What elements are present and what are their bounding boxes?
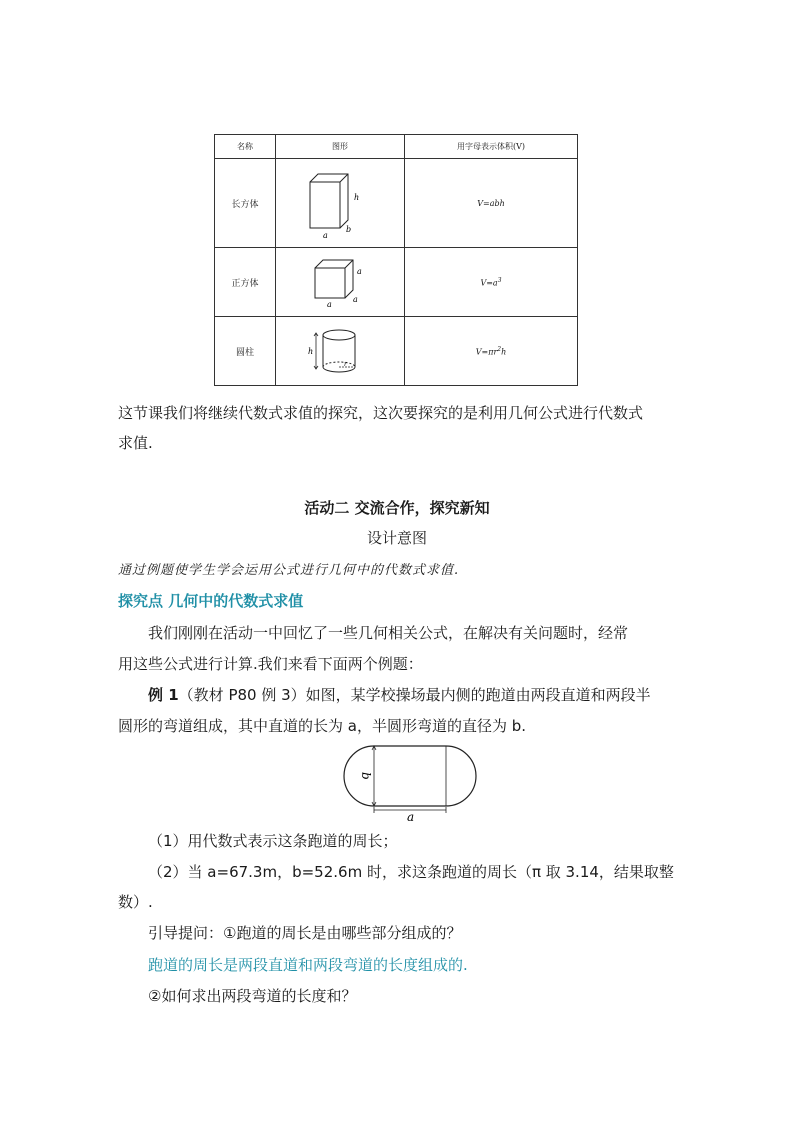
track-label-b: b — [359, 772, 373, 780]
cylinder-drawing — [305, 325, 375, 377]
question-2-line-2: 数）. — [118, 893, 153, 911]
para1-line-2: 用这些公式进行计算.我们来看下面两个例题： — [118, 655, 423, 673]
label-a-top: a — [357, 267, 362, 276]
intro-line-2: 求值. — [118, 434, 153, 452]
design-intent-heading: 设计意图 — [366, 529, 427, 547]
label-b: b — [346, 225, 352, 234]
row-name: 正方体 — [215, 248, 276, 317]
label-a: a — [323, 231, 328, 240]
formula-text: V=πr — [475, 347, 498, 357]
cube-figure — [276, 248, 405, 317]
example-line-2: 圆形的弯道组成，其中直道的长为 a，半圆形弯道的直径为 b. — [118, 717, 527, 735]
example-text: （教材 P80 例 3）如图，某学校操场最内侧的跑道由两段直道和两段半 — [178, 686, 651, 704]
row-name: 圆柱 — [215, 317, 276, 386]
explore-point-title: 探究点 几何中的代数式求值 — [118, 592, 304, 610]
activity-title: 活动二 交流合作，探究新知 — [304, 499, 490, 517]
table-row — [215, 159, 578, 248]
table-row — [215, 248, 578, 317]
question-1: （1）用代数式表示这条跑道的周长； — [148, 832, 398, 850]
label-a-side: a — [353, 295, 358, 304]
formula-text: V=a — [480, 278, 498, 288]
cylinder-formula — [405, 317, 578, 386]
cube-formula — [405, 248, 578, 317]
track-label-a: a — [407, 810, 415, 822]
formula-suffix: h — [501, 347, 507, 357]
question-2-line-1: （2）当 a=67.3m，b=52.6m 时，求这条跑道的周长（π 取 3.14，结果取整 — [148, 863, 674, 881]
guide-question-1: 引导提问：①跑道的周长是由哪些部分组成的？ — [148, 924, 462, 942]
cuboid-figure — [276, 159, 405, 248]
example-line-1 — [118, 682, 678, 708]
cylinder-figure — [276, 317, 405, 386]
formula-text: V=abh — [477, 198, 505, 208]
header-name: 名称 — [215, 135, 276, 159]
table-row — [215, 317, 578, 386]
label-r: r — [344, 361, 347, 368]
design-intent-text: 通过例题使学生学会运用公式进行几何中的代数式求值. — [118, 563, 460, 578]
intro-line-1: 这节课我们将继续代数式求值的探究，这次要探究的是利用几何公式进行代数式 — [118, 404, 644, 422]
label-h: h — [354, 193, 360, 202]
track-diagram — [336, 744, 486, 822]
cube-drawing — [305, 256, 375, 308]
formula-exponent: 2 — [497, 345, 502, 353]
header-figure: 图形 — [276, 135, 405, 159]
guide-answer-1: 跑道的周长是两段直道和两段弯道的长度组成的. — [148, 956, 468, 974]
para1-line-1: 我们刚刚在活动一中回忆了一些几何相关公式，在解决有关问题时，经常 — [148, 624, 629, 642]
cuboid-drawing — [300, 166, 380, 240]
volume-formula-table — [214, 134, 578, 386]
row-name: 长方体 — [215, 159, 276, 248]
label-a-bottom: a — [327, 300, 332, 308]
table-header-row — [215, 135, 578, 159]
cuboid-formula — [405, 159, 578, 248]
header-volume: 用字母表示体积(V) — [405, 135, 578, 159]
label-h: h — [308, 347, 314, 356]
example-label: 例 1 — [148, 686, 179, 704]
guide-question-2: ②如何求出两段弯道的长度和？ — [148, 987, 357, 1005]
formula-exponent: 3 — [497, 276, 502, 284]
